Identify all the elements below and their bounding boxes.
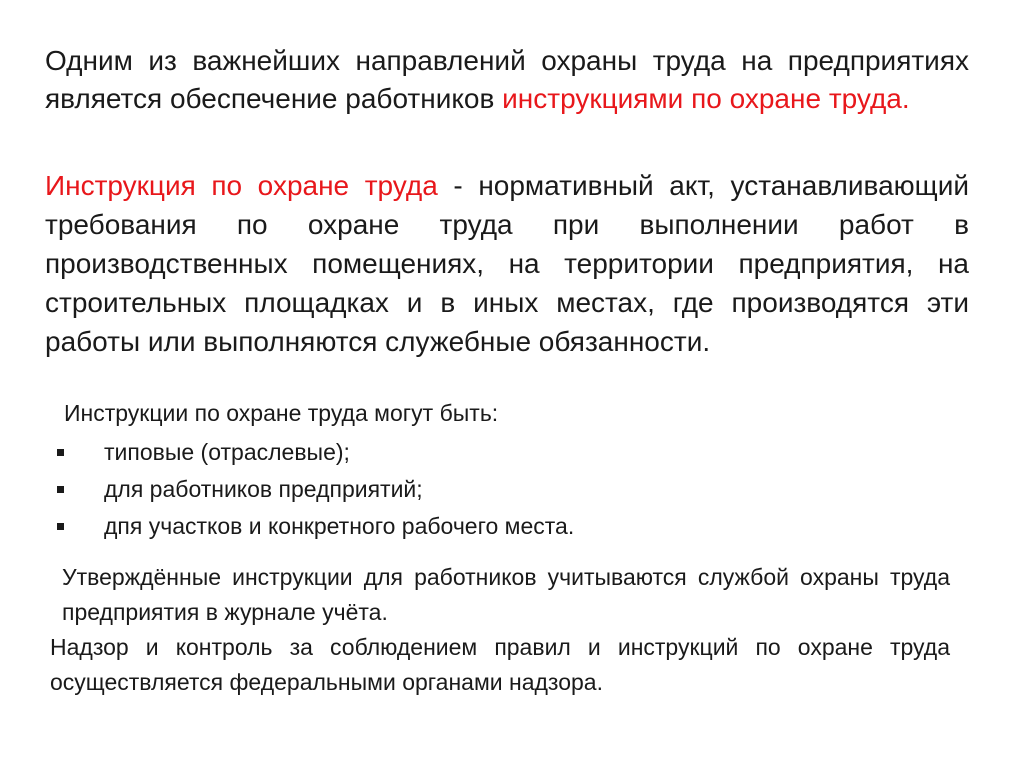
list-item xyxy=(50,508,950,545)
intro-highlight: инструкциями по охране труда. xyxy=(502,83,910,114)
types-intro: Инструкции по охране труда могут быть: xyxy=(64,400,499,426)
definition-text: - нормативный акт, устанавливающий требования по охране труда при выполнении работ в производственных помещениях, на территории предприятия, на строительных площадках и в иных местах, где производятся эти работы или выполняются служебные обязанности. xyxy=(45,170,969,357)
list-item xyxy=(50,471,950,508)
square-bullet-icon xyxy=(57,486,64,493)
definition-paragraph xyxy=(45,166,969,361)
approval-paragraph: Утверждённые инструкции для работников учитываются службой охраны труда предприятия в журнале учёта. xyxy=(62,564,950,625)
square-bullet-icon xyxy=(57,523,64,530)
square-bullet-icon xyxy=(57,449,64,456)
supervision-paragraph: Надзор и контроль за соблюдением правил и инструкций по охране труда осуществляется федеральными органами надзора. xyxy=(50,634,950,695)
list-item-label: дпя участков и конкретного рабочего места. xyxy=(104,513,575,539)
list-item-label: типовые (отраслевые); xyxy=(104,439,350,465)
types-list xyxy=(50,434,950,545)
definition-term: Инструкция по охране труда xyxy=(45,170,438,201)
intro-text: Одним из важнейших направлений охраны труда на предприятиях является обеспечение работников xyxy=(45,45,969,114)
list-item-label: для работников предприятий; xyxy=(104,476,423,502)
intro-paragraph xyxy=(45,42,969,118)
list-item xyxy=(50,434,950,471)
types-section xyxy=(50,397,950,545)
